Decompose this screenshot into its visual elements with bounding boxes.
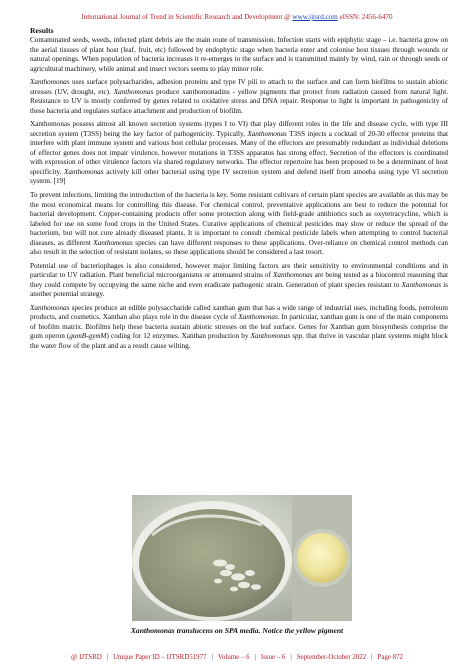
paragraph-secretion: Xanthomonas possess almost all known secretion systems (types I to VI) that play different roles in the life and disease cycle, with type III secretion system (T3SS) being the key factor of pathogenicity. Typically, Xanthomonas T3SS injects a cocktail of 20-30 effector proteins that interfere with plant immune system and various host cellular processes. Many of the effectors are presumably redundant as individual deletions of effector genes does not impair virulence, however mutations in T3SS apparatus has strong effect. Secretion of the effectors is coordinated with expression of other virulence factors via shared regulatory networks. The effector repertoire has been proposed to be a determinant of host specificity. Xanthomonas actively kill other bacterial using type IV secretion system and defend itself from amoeba using type VI secretion system. [19]	[30, 120, 449, 186]
paragraph-biofilm: Xanthomonas uses surface polysacharides, adhesion proteins and type IV pili to attach to the surface and can form biofilms to sustain abiotic stresses (UV, drought, etc). Xanthomonas produce xanthomonadins - yellow pigments that protect from radiation caused from natural light. Resistance to UV is mostly conferred by genes related to oxidative stress and DNA repair. Response to light is important in pathogenicity of these bacteria and regulates surface attachment and production of biofilm.	[30, 78, 448, 115]
journal-header	[0, 13, 474, 21]
paragraph-xanthan: Xanthomonas species produce an edible polysaccharide called xanthan gum that has a wide range of industrial uses, including foods, petroleum products, and cosmetics. Xanthan also plays role in the disease cycle of Xanthomonas. In particular, xanthan gum is one of the main components of biofilm matrix. Biofilms help these bacteria sustain abiotic stresses on the leaf surface. Genes for Xanthan gum biosynthesis comprise the gum operon (gumB-gymM) coding for 12 enzymes. Xanthan production by Xanthomonas spp. that thrive in vascular plant systems might block the water flow of the plant and as a result cause wilting.	[30, 303, 448, 350]
footer-volume: Volume – 6	[217, 654, 250, 661]
footer-issue: Issue – 6	[260, 654, 286, 661]
caption-text: on SPA media. Notice the yellow pigment	[212, 626, 344, 635]
header-suffix: eISSN: 2456-6470	[337, 13, 393, 21]
article-body	[30, 26, 448, 356]
figure-caption	[0, 626, 474, 635]
journal-url-link[interactable]: www.ijtsrd.com	[292, 13, 338, 21]
petri-dish-image	[132, 495, 352, 621]
paragraph-transmission: Contaminated seeds, weeds, infected plant debris are the main route of transmission. Infection starts with epiphytic stage – i.e. bacteria grow on the aerial tissues of plant host (leaf, fruit, etc) followed by endophytic stage when bacteria enter and colonise host tissues through wounds or natural openings. When population of bacteria increases it re-emerges to the surface and is transmitted mainly by wind, rain or through seeds or agricultural machinery, while animal and insect vectors seems to play minor role.	[30, 36, 448, 73]
section-heading: Results	[30, 26, 54, 35]
footer-journal: @ IJTSRD	[71, 654, 102, 661]
page-footer: @ IJTSRD | Unique Paper ID – IJTSRD51977 | Volume – 6 | Issue – 6 | September-October 2022 | Page 872	[71, 654, 403, 661]
petri-dish-photo	[132, 495, 352, 621]
paragraph-bacteriophages: Potential use of bacteriophages is also considered, however major limiting factors are their sensitivity to environmental conditions and in particular to UV radiation. Plant beneficial microorganisms or attenuated strains of Xanthomonas are being tested as a biocontrol reasoning that they could compete by occupying the same niche and even eradicate pathogenic strain. Generation of plant species resistant to Xanthomonas is another potential strategy.	[30, 261, 448, 299]
footer-paper-id: Unique Paper ID – IJTSRD51977	[113, 654, 207, 661]
header-prefix: International Journal of Trend in Scientific Research and Development @	[81, 13, 293, 21]
paragraph-prevention: To prevent infections, limiting the introduction of the bacteria is key. Some resistant cultivars of certain plant species are available as this may be the most economical means for controlling this disease. For chemical control, preventative applications are best to reduce the potential for bacterial development. Copper-containing products offer some protection along with field-grade antibiotics such as oxytetracycline, which is labeled for use on some food crops in the United States. Curative applications of chemical pesticides may slow or reduce the spread of the bacterium, but will not cure already diseased plants. It is important to consult chemical pesticide labels when attempting to control bacterial diseases, as different Xanthomonas species can have different responses to these applications. Over-reliance on chemical control methods can also result in the selection of resistant isolates, so these applications should be considered a last resort.	[30, 191, 448, 257]
footer-date: September-October 2022	[296, 654, 367, 661]
footer-page-number: Page 872	[377, 654, 403, 661]
caption-species: Xanthomonas translucens	[130, 626, 213, 635]
